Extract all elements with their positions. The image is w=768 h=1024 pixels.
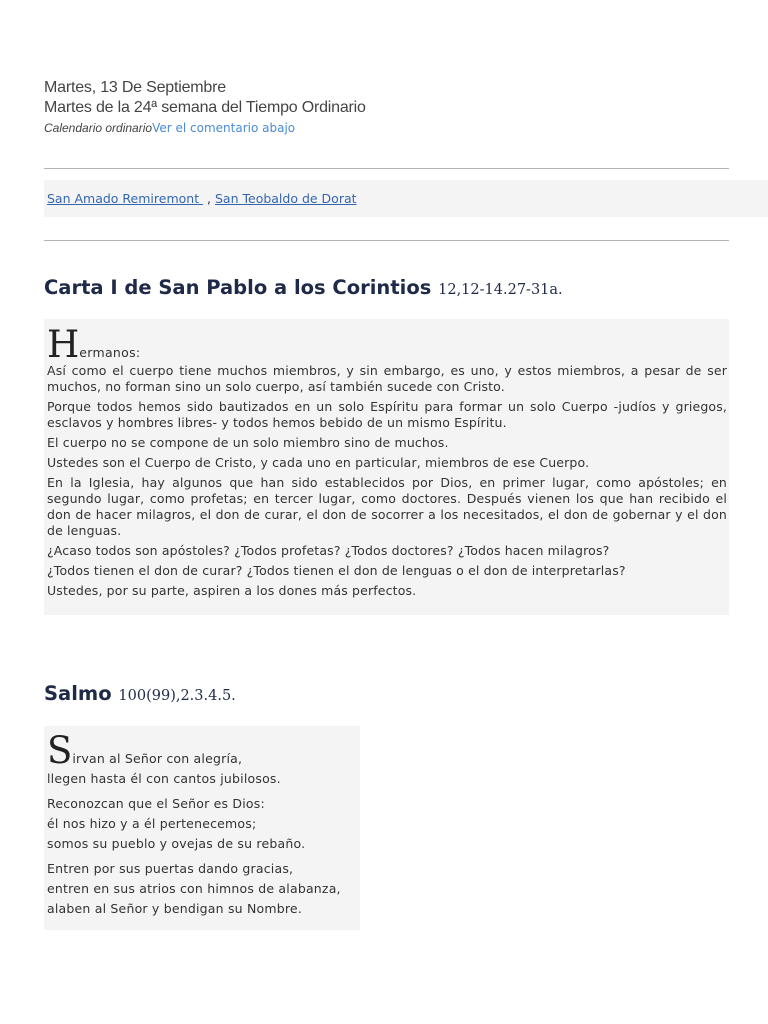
reading-paragraph: Porque todos hemos sido bautizados en un solo Espíritu para formar un solo Cuerpo -judíos y griegos, esclavos y hombres libres- y todos hemos bebido de un mismo Espíritu. [47, 399, 727, 430]
date: Martes, 13 De Septiembre [44, 79, 226, 96]
calendar-label: Calendario ordinario [44, 121, 153, 135]
reading-paragraph: ¿Todos tienen el don de curar? ¿Todos tienen el don de lenguas o el don de interpretarlas? [47, 563, 626, 578]
psalm-box [44, 726, 360, 930]
psalm-line: entren en sus atrios con himnos de alabanza, [47, 881, 341, 896]
reading-first-line [47, 323, 727, 366]
psalm-line: llegen hasta él con cantos jubilosos. [47, 771, 281, 786]
reading-text [47, 323, 727, 603]
psalm-reference: 100(99),2.3.4.5. [118, 688, 236, 704]
reading-first-rest: ermanos: [79, 345, 141, 360]
reading-box [44, 319, 729, 615]
saints-separator: , [203, 191, 215, 206]
psalm-title: Salmo [44, 682, 112, 705]
reading-heading [44, 276, 563, 299]
saints-list [47, 191, 357, 206]
reading-reference: 12,12-14.27-31a. [438, 282, 563, 298]
psalm-line: somos su pueblo y ovejas de su rebaño. [47, 836, 306, 851]
date-header [44, 78, 366, 137]
psalm-text [47, 729, 359, 919]
psalm-line: Reconozcan que el Señor es Dios: [47, 796, 265, 811]
reading-paragraph: Ustedes, por su parte, aspiren a los dones más perfectos. [47, 583, 417, 598]
reading-paragraph: ¿Acaso todos son apóstoles? ¿Todos profetas? ¿Todos doctores? ¿Todos hacen milagros? [47, 543, 610, 558]
reading-paragraph: El cuerpo no se compone de un solo miembro sino de muchos. [47, 435, 449, 450]
comment-link[interactable]: Ver el comentario abajo [152, 121, 296, 135]
liturgical-day: Martes de la 24ª semana del Tiempo Ordinario [44, 99, 366, 116]
psalm-dropcap: S [47, 729, 73, 772]
saint-link-1[interactable]: San Amado Remiremont [47, 191, 204, 206]
reading-title: Carta I de San Pablo a los Corintios [44, 276, 432, 299]
divider-top [44, 168, 729, 169]
psalm-heading [44, 682, 236, 705]
psalm-first-rest: irvan al Señor con alegría, [72, 751, 243, 766]
psalm-line: Entren por sus puertas dando gracias, [47, 861, 294, 876]
psalm-first-line [47, 729, 359, 772]
psalm-line: alaben al Señor y bendigan su Nombre. [47, 901, 302, 916]
reading-paragraph: Ustedes son el Cuerpo de Cristo, y cada uno en particular, miembros de ese Cuerpo. [47, 455, 590, 470]
calendar-line [44, 119, 366, 137]
divider-bottom [44, 240, 729, 241]
saint-link-2[interactable]: San Teobaldo de Dorat [215, 191, 357, 206]
psalm-line: él nos hizo y a él pertenecemos; [47, 816, 257, 831]
reading-paragraph: Así como el cuerpo tiene muchos miembros, y sin embargo, es uno, y estos miembros, a pesar de ser muchos, no forman sino un solo cuerpo, así también sucede con Cristo. [47, 363, 727, 394]
reading-paragraph: En la Iglesia, hay algunos que han sido establecidos por Dios, en primer lugar, como apóstoles; en segundo lugar, como profetas; en tercer lugar, como doctores. Después vienen los que han recibido el don de hacer milagros, el don de curar, el don de socorrer a los necesitados, el don de gobernar y el don de lenguas. [47, 475, 727, 538]
reading-dropcap: H [47, 323, 80, 366]
saints-box [44, 180, 768, 217]
